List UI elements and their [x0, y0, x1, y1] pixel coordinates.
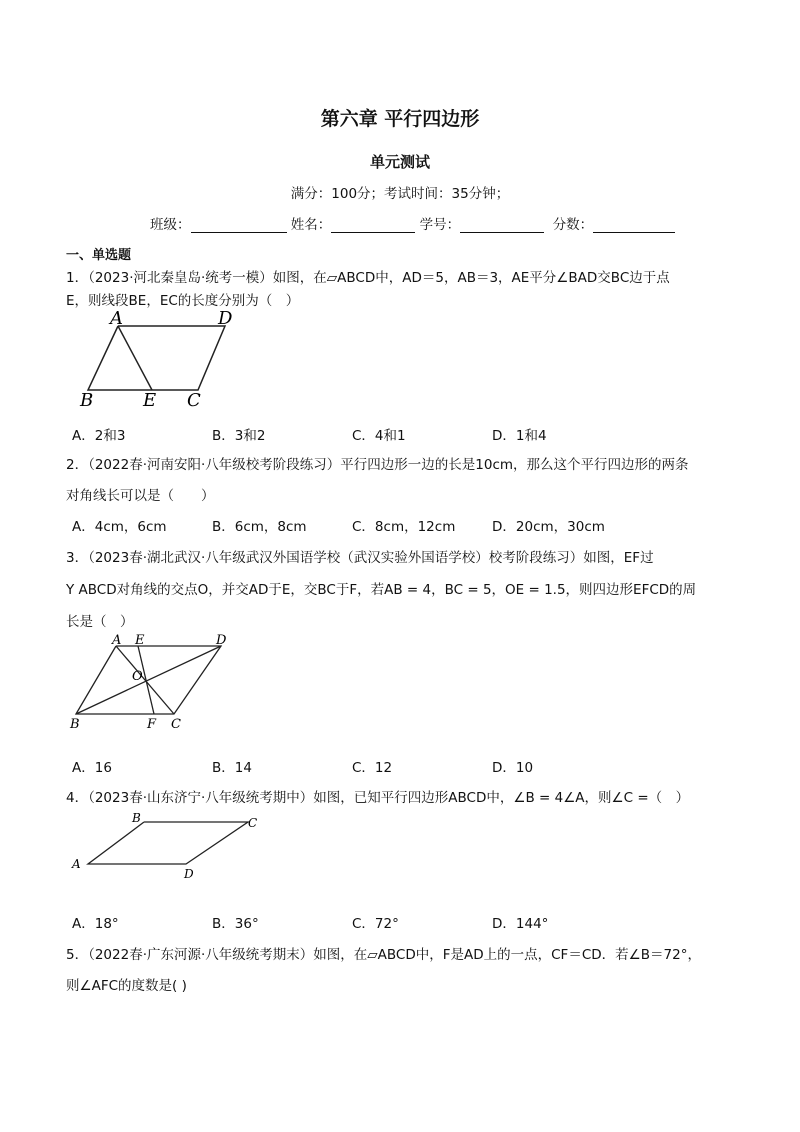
diagonal-bd [76, 646, 221, 714]
id-label: 学号： [419, 217, 461, 233]
label-o: O [132, 669, 143, 684]
label-c: C [187, 390, 201, 410]
segment-ae [118, 326, 152, 390]
name-blank[interactable] [331, 218, 415, 233]
question-3-line-1: 3．（2023春·湖北武汉·八年级武汉外国语学校（武汉实验外国语学校）校考阶段练习）如图，EF过 [66, 550, 654, 566]
page-subtitle: 单元测试 [369, 153, 430, 171]
question-1-line-1: 1．（2023·河北秦皇岛·统考一模）如图，在▱ABCD中，AD＝5，AB＝3，AE平分∠BAD交BC边于点 [66, 270, 670, 286]
question-4-figure [68, 810, 268, 882]
id-blank[interactable] [460, 218, 544, 233]
label-b: B [132, 811, 141, 825]
student-fields [150, 213, 675, 233]
label-d: D [216, 633, 227, 648]
question-2-option-d[interactable]: D．20cm，30cm [492, 519, 605, 535]
score-blank[interactable] [593, 218, 675, 233]
label-c: C [248, 816, 258, 830]
parallelogram-abcd [88, 822, 248, 864]
question-2-line-1: 2．（2022春·河南安阳·八年级校考阶段练习）平行四边形一边的长是10cm，那么这个平行四边形的两条 [66, 457, 689, 473]
question-3-figure [68, 632, 240, 732]
question-1-option-b[interactable]: B．3和2 [212, 428, 266, 444]
question-4-line-1: 4．（2023春·山东济宁·八年级统考期中）如图，已知平行四边形ABCD中，∠B = 4∠A，则∠C =（ ） [66, 790, 690, 806]
label-d: D [218, 308, 233, 329]
label-e: E [143, 390, 157, 410]
question-3-line-3: 长是（ ） [66, 614, 134, 630]
question-1-option-c[interactable]: C．4和1 [352, 428, 406, 444]
score-label: 分数： [552, 217, 594, 233]
question-4-option-d[interactable]: D．144° [492, 916, 549, 932]
label-e: E [135, 633, 145, 648]
class-blank[interactable] [191, 218, 287, 233]
question-1-line-2: E，则线段BE，EC的长度分别为（ ） [66, 293, 300, 309]
question-3-option-b[interactable]: B．14 [212, 760, 252, 776]
label-d: D [184, 867, 194, 881]
question-3-option-c[interactable]: C．12 [352, 760, 393, 776]
label-b: B [70, 717, 80, 732]
label-a: A [72, 857, 81, 871]
question-4-option-b[interactable]: B．36° [212, 916, 259, 932]
question-2-line-2: 对角线长可以是（ ） [66, 488, 215, 504]
diagonal-ac [116, 646, 174, 714]
question-5-line-2: 则∠AFC的度数是( ) [66, 978, 187, 994]
page-title: 第六章 平行四边形 [320, 108, 480, 130]
question-2-option-c[interactable]: C．8cm，12cm [352, 519, 456, 535]
parallelogram-abcd [88, 326, 225, 390]
question-4-option-a[interactable]: A．18° [72, 916, 119, 932]
label-a: A [112, 633, 122, 648]
question-3-option-d[interactable]: D．10 [492, 760, 534, 776]
question-3-option-a[interactable]: A．16 [72, 760, 112, 776]
label-a: A [110, 308, 123, 329]
exam-info: 满分：100分；考试时间：35分钟； [290, 186, 510, 202]
name-label: 姓名： [290, 217, 332, 233]
question-2-option-b[interactable]: B．6cm，8cm [212, 519, 307, 535]
question-1-figure [70, 306, 250, 410]
section-heading: 一、单选题 [66, 248, 132, 263]
question-1-option-d[interactable]: D．1和4 [492, 428, 547, 444]
question-3-line-2: Y ABCD对角线的交点O，并交AD于E，交BC于F，若AB = 4，BC = 5，OE = 1.5，则四边形EFCD的周 [66, 582, 697, 598]
question-5-line-1: 5．（2022春·广东河源·八年级统考期末）如图，在▱ABCD中，F是AD上的一点，CF＝CD．若∠B＝72°， [66, 947, 701, 963]
question-2-option-a[interactable]: A．4cm，6cm [72, 519, 167, 535]
question-1-option-a[interactable]: A．2和3 [72, 428, 126, 444]
question-4-option-c[interactable]: C．72° [352, 916, 399, 932]
label-f: F [147, 717, 157, 732]
label-b: B [80, 390, 94, 410]
label-c: C [171, 717, 181, 732]
class-label: 班级： [150, 217, 191, 233]
